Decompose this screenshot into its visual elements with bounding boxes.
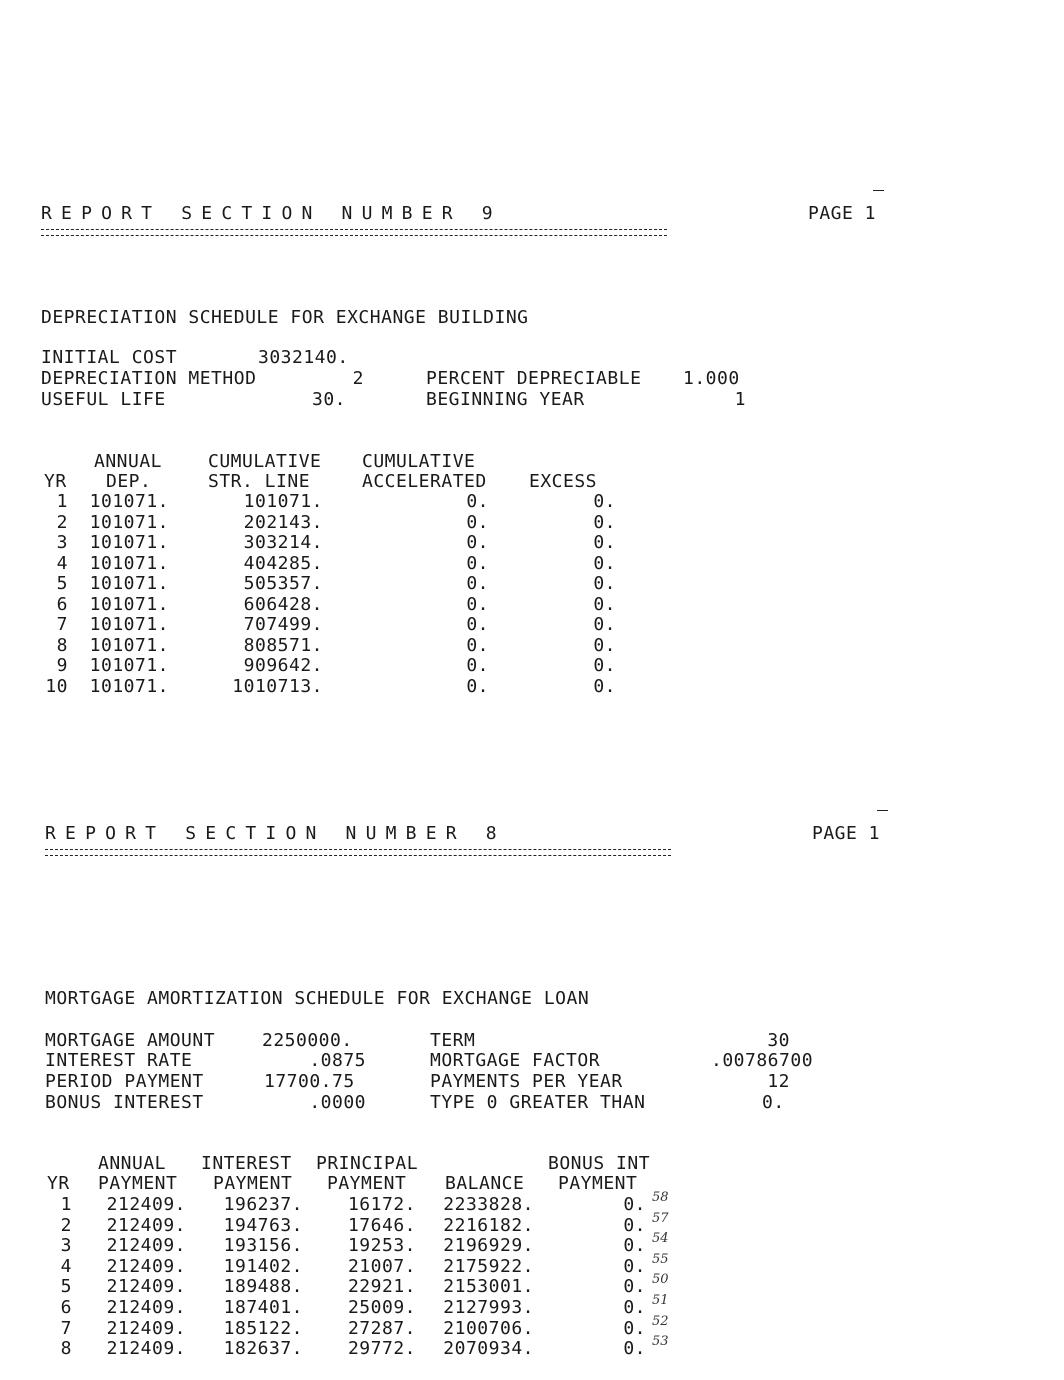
term-label: TERM [430, 1030, 476, 1051]
dep-excess: 0. [593, 593, 616, 615]
method-label: DEPRECIATION METHOD [41, 368, 257, 389]
mort-balance: 2216182. [443, 1214, 534, 1236]
mortgage-amount-label: MORTGAGE AMOUNT [45, 1030, 216, 1051]
dep-annual: 101071. [89, 491, 169, 512]
dep-str-line: 404285. [243, 552, 323, 574]
dep-annual: 101071. [89, 511, 169, 533]
mort-interest-payment: 193156. [223, 1235, 303, 1257]
payments-per-year-label: PAYMENTS PER YEAR [430, 1071, 623, 1092]
dep-accelerated: 0. [466, 593, 489, 615]
dep-accelerated: 0. [466, 675, 489, 697]
dep-excess: 0. [593, 552, 616, 574]
dep-accelerated: 0. [466, 552, 489, 574]
dep-annual: 101071. [89, 634, 169, 656]
handwritten-note: 54 [652, 1231, 669, 1247]
mort-head-interest: INTEREST [201, 1153, 292, 1174]
mort-interest-payment: 182637. [223, 1338, 303, 1360]
mort-principal-payment: 25009. [347, 1297, 416, 1318]
interest-rate-value: .0875 [309, 1050, 366, 1071]
dep-yr: 7 [56, 614, 68, 635]
mort-bonus-payment: 0. [623, 1255, 646, 1277]
percent-label: PERCENT DEPRECIABLE [426, 368, 642, 389]
dep-str-line: 808571. [243, 634, 323, 656]
mort-head-payment-2: PAYMENT [213, 1173, 293, 1194]
dep-annual: 101071. [89, 614, 169, 635]
mort-principal-payment: 21007. [347, 1255, 416, 1277]
mort-head-yr: YR [47, 1173, 70, 1194]
dep-accelerated: 0. [466, 655, 489, 676]
type-value: 0. [762, 1092, 785, 1113]
mort-principal-payment: 22921. [347, 1276, 416, 1298]
type-label: TYPE 0 GREATER THAN [430, 1092, 646, 1113]
mort-head-annual: ANNUAL [98, 1153, 167, 1174]
mort-annual-payment: 212409. [106, 1255, 186, 1277]
dep-accelerated: 0. [466, 614, 489, 635]
payments-per-year-value: 12 [767, 1071, 790, 1092]
mort-bonus-payment: 0. [623, 1214, 646, 1236]
mort-principal-payment: 16172. [347, 1194, 416, 1215]
mortgage-factor-label: MORTGAGE FACTOR [430, 1050, 601, 1071]
dep-str-line: 101071. [243, 491, 323, 512]
dep-accelerated: 0. [466, 532, 489, 553]
mort-yr: 2 [60, 1214, 72, 1236]
mort-head-payment-4: PAYMENT [558, 1173, 638, 1194]
term-value: 30 [767, 1030, 790, 1051]
dep-str-line: 909642. [243, 655, 323, 676]
mort-annual-payment: 212409. [106, 1214, 186, 1236]
section8-title: MORTGAGE AMORTIZATION SCHEDULE FOR EXCHANGE LOAN [45, 988, 590, 1009]
initial-cost-label: INITIAL COST [41, 347, 178, 368]
life-label: USEFUL LIFE [41, 389, 166, 410]
section8-page-number: PAGE 1 [812, 823, 881, 844]
dep-yr: 2 [56, 511, 68, 533]
page-mark [873, 190, 884, 191]
mort-principal-payment: 29772. [347, 1338, 416, 1360]
handwritten-note: 58 [652, 1190, 669, 1205]
dep-excess: 0. [593, 491, 616, 512]
dep-head-yr: YR [44, 471, 67, 492]
section9-page-number: PAGE 1 [808, 203, 877, 224]
page-mark [877, 810, 888, 811]
method-value: 2 [352, 368, 364, 389]
dep-str-line: 202143. [243, 511, 323, 533]
dep-accelerated: 0. [466, 634, 489, 656]
handwritten-note: 55 [652, 1251, 669, 1267]
mort-yr: 1 [60, 1194, 72, 1215]
section9-header: REPORT SECTION NUMBER 9 [41, 203, 502, 224]
dep-accelerated: 0. [466, 573, 489, 594]
handwritten-note: 57 [652, 1210, 669, 1226]
mort-annual-payment: 212409. [106, 1297, 186, 1318]
life-value: 30. [311, 389, 346, 410]
dep-annual: 101071. [89, 532, 169, 553]
section9-title: DEPRECIATION SCHEDULE FOR EXCHANGE BUILDING [41, 307, 529, 328]
mort-bonus-payment: 0. [623, 1338, 646, 1360]
mort-head-principal: PRINCIPAL [316, 1153, 419, 1174]
mort-interest-payment: 187401. [223, 1297, 303, 1318]
mort-annual-payment: 212409. [106, 1317, 186, 1339]
mort-balance: 2233828. [443, 1194, 534, 1215]
mort-balance: 2100706. [443, 1317, 534, 1339]
mort-yr: 4 [60, 1255, 72, 1277]
bonus-interest-value: .0000 [309, 1092, 366, 1113]
dep-str-line: 606428. [243, 593, 323, 615]
dep-annual: 101071. [89, 675, 169, 697]
dep-yr: 6 [56, 593, 68, 615]
dep-head-excess: EXCESS [529, 471, 598, 492]
dep-head-annual: ANNUAL [94, 451, 163, 472]
mort-bonus-payment: 0. [623, 1194, 646, 1215]
section8-header: REPORT SECTION NUMBER 8 [45, 823, 506, 844]
mort-head-payment-3: PAYMENT [327, 1173, 407, 1194]
dep-head-cumulative-1: CUMULATIVE [208, 451, 322, 472]
dep-yr: 8 [56, 634, 68, 656]
dep-yr: 9 [56, 655, 68, 676]
mortgage-factor-value: .00786700 [711, 1050, 814, 1071]
mort-yr: 6 [60, 1297, 72, 1318]
mort-principal-payment: 27287. [347, 1317, 416, 1339]
mort-yr: 3 [60, 1235, 72, 1257]
mort-head-balance: BALANCE [445, 1173, 525, 1194]
mort-balance: 2070934. [443, 1338, 534, 1360]
dep-annual: 101071. [89, 573, 169, 594]
dep-head-dep: DEP. [106, 471, 152, 492]
dep-head-str-line: STR. LINE [208, 471, 311, 492]
dep-excess: 0. [593, 655, 616, 676]
handwritten-note: 52 [652, 1313, 669, 1329]
mort-head-bonus-int: BONUS INT [548, 1153, 651, 1174]
dep-accelerated: 0. [466, 491, 489, 512]
mort-yr: 7 [60, 1317, 72, 1339]
dep-annual: 101071. [89, 593, 169, 615]
mort-bonus-payment: 0. [623, 1235, 646, 1257]
dep-excess: 0. [593, 614, 616, 635]
mort-head-payment-1: PAYMENT [98, 1173, 178, 1194]
mort-annual-payment: 212409. [106, 1235, 186, 1257]
initial-cost-value: 3032140. [258, 347, 349, 368]
handwritten-note: 53 [652, 1334, 669, 1350]
dep-yr: 10 [45, 675, 68, 697]
mort-annual-payment: 212409. [106, 1338, 186, 1360]
dep-excess: 0. [593, 532, 616, 553]
mort-annual-payment: 212409. [106, 1276, 186, 1298]
mort-principal-payment: 19253. [347, 1235, 416, 1257]
mort-balance: 2127993. [443, 1297, 534, 1318]
dep-yr: 3 [56, 532, 68, 553]
dep-excess: 0. [593, 573, 616, 594]
dep-yr: 5 [56, 573, 68, 594]
mortgage-amount-value: 2250000. [262, 1030, 353, 1051]
dep-accelerated: 0. [466, 511, 489, 533]
handwritten-note: 50 [652, 1272, 669, 1288]
section9-double-rule [41, 229, 667, 236]
period-payment-label: PERIOD PAYMENT [45, 1071, 204, 1092]
mort-annual-payment: 212409. [106, 1194, 186, 1215]
mort-interest-payment: 194763. [223, 1214, 303, 1236]
mort-balance: 2175922. [443, 1255, 534, 1277]
mort-yr: 5 [60, 1276, 72, 1298]
percent-value: 1.000 [683, 368, 740, 389]
dep-excess: 0. [593, 675, 616, 697]
handwritten-note: 51 [652, 1293, 669, 1308]
mort-yr: 8 [60, 1338, 72, 1360]
dep-str-line: 707499. [243, 614, 323, 635]
mort-interest-payment: 185122. [223, 1317, 303, 1339]
section8-double-rule [45, 849, 671, 856]
mort-bonus-payment: 0. [623, 1297, 646, 1318]
period-payment-value: 17700.75 [264, 1071, 355, 1092]
begin-year-value: 1 [734, 389, 746, 410]
dep-excess: 0. [593, 634, 616, 656]
dep-head-accelerated: ACCELERATED [362, 471, 487, 492]
dep-str-line: 1010713. [232, 675, 323, 697]
dep-annual: 101071. [89, 655, 169, 676]
mort-bonus-payment: 0. [623, 1276, 646, 1298]
mort-interest-payment: 189488. [223, 1276, 303, 1298]
mort-principal-payment: 17646. [347, 1214, 416, 1236]
mort-balance: 2196929. [443, 1235, 534, 1257]
mort-interest-payment: 191402. [223, 1255, 303, 1277]
bonus-interest-label: BONUS INTEREST [45, 1092, 204, 1113]
dep-yr: 4 [56, 552, 68, 574]
dep-annual: 101071. [89, 552, 169, 574]
begin-year-label: BEGINNING YEAR [426, 389, 585, 410]
interest-rate-label: INTEREST RATE [45, 1050, 193, 1071]
dep-yr: 1 [56, 491, 68, 512]
mort-bonus-payment: 0. [623, 1317, 646, 1339]
dep-head-cumulative-2: CUMULATIVE [362, 451, 476, 472]
dep-str-line: 303214. [243, 532, 323, 553]
mort-interest-payment: 196237. [223, 1194, 303, 1215]
dep-excess: 0. [593, 511, 616, 533]
dep-str-line: 505357. [243, 573, 323, 594]
mort-balance: 2153001. [443, 1276, 534, 1298]
